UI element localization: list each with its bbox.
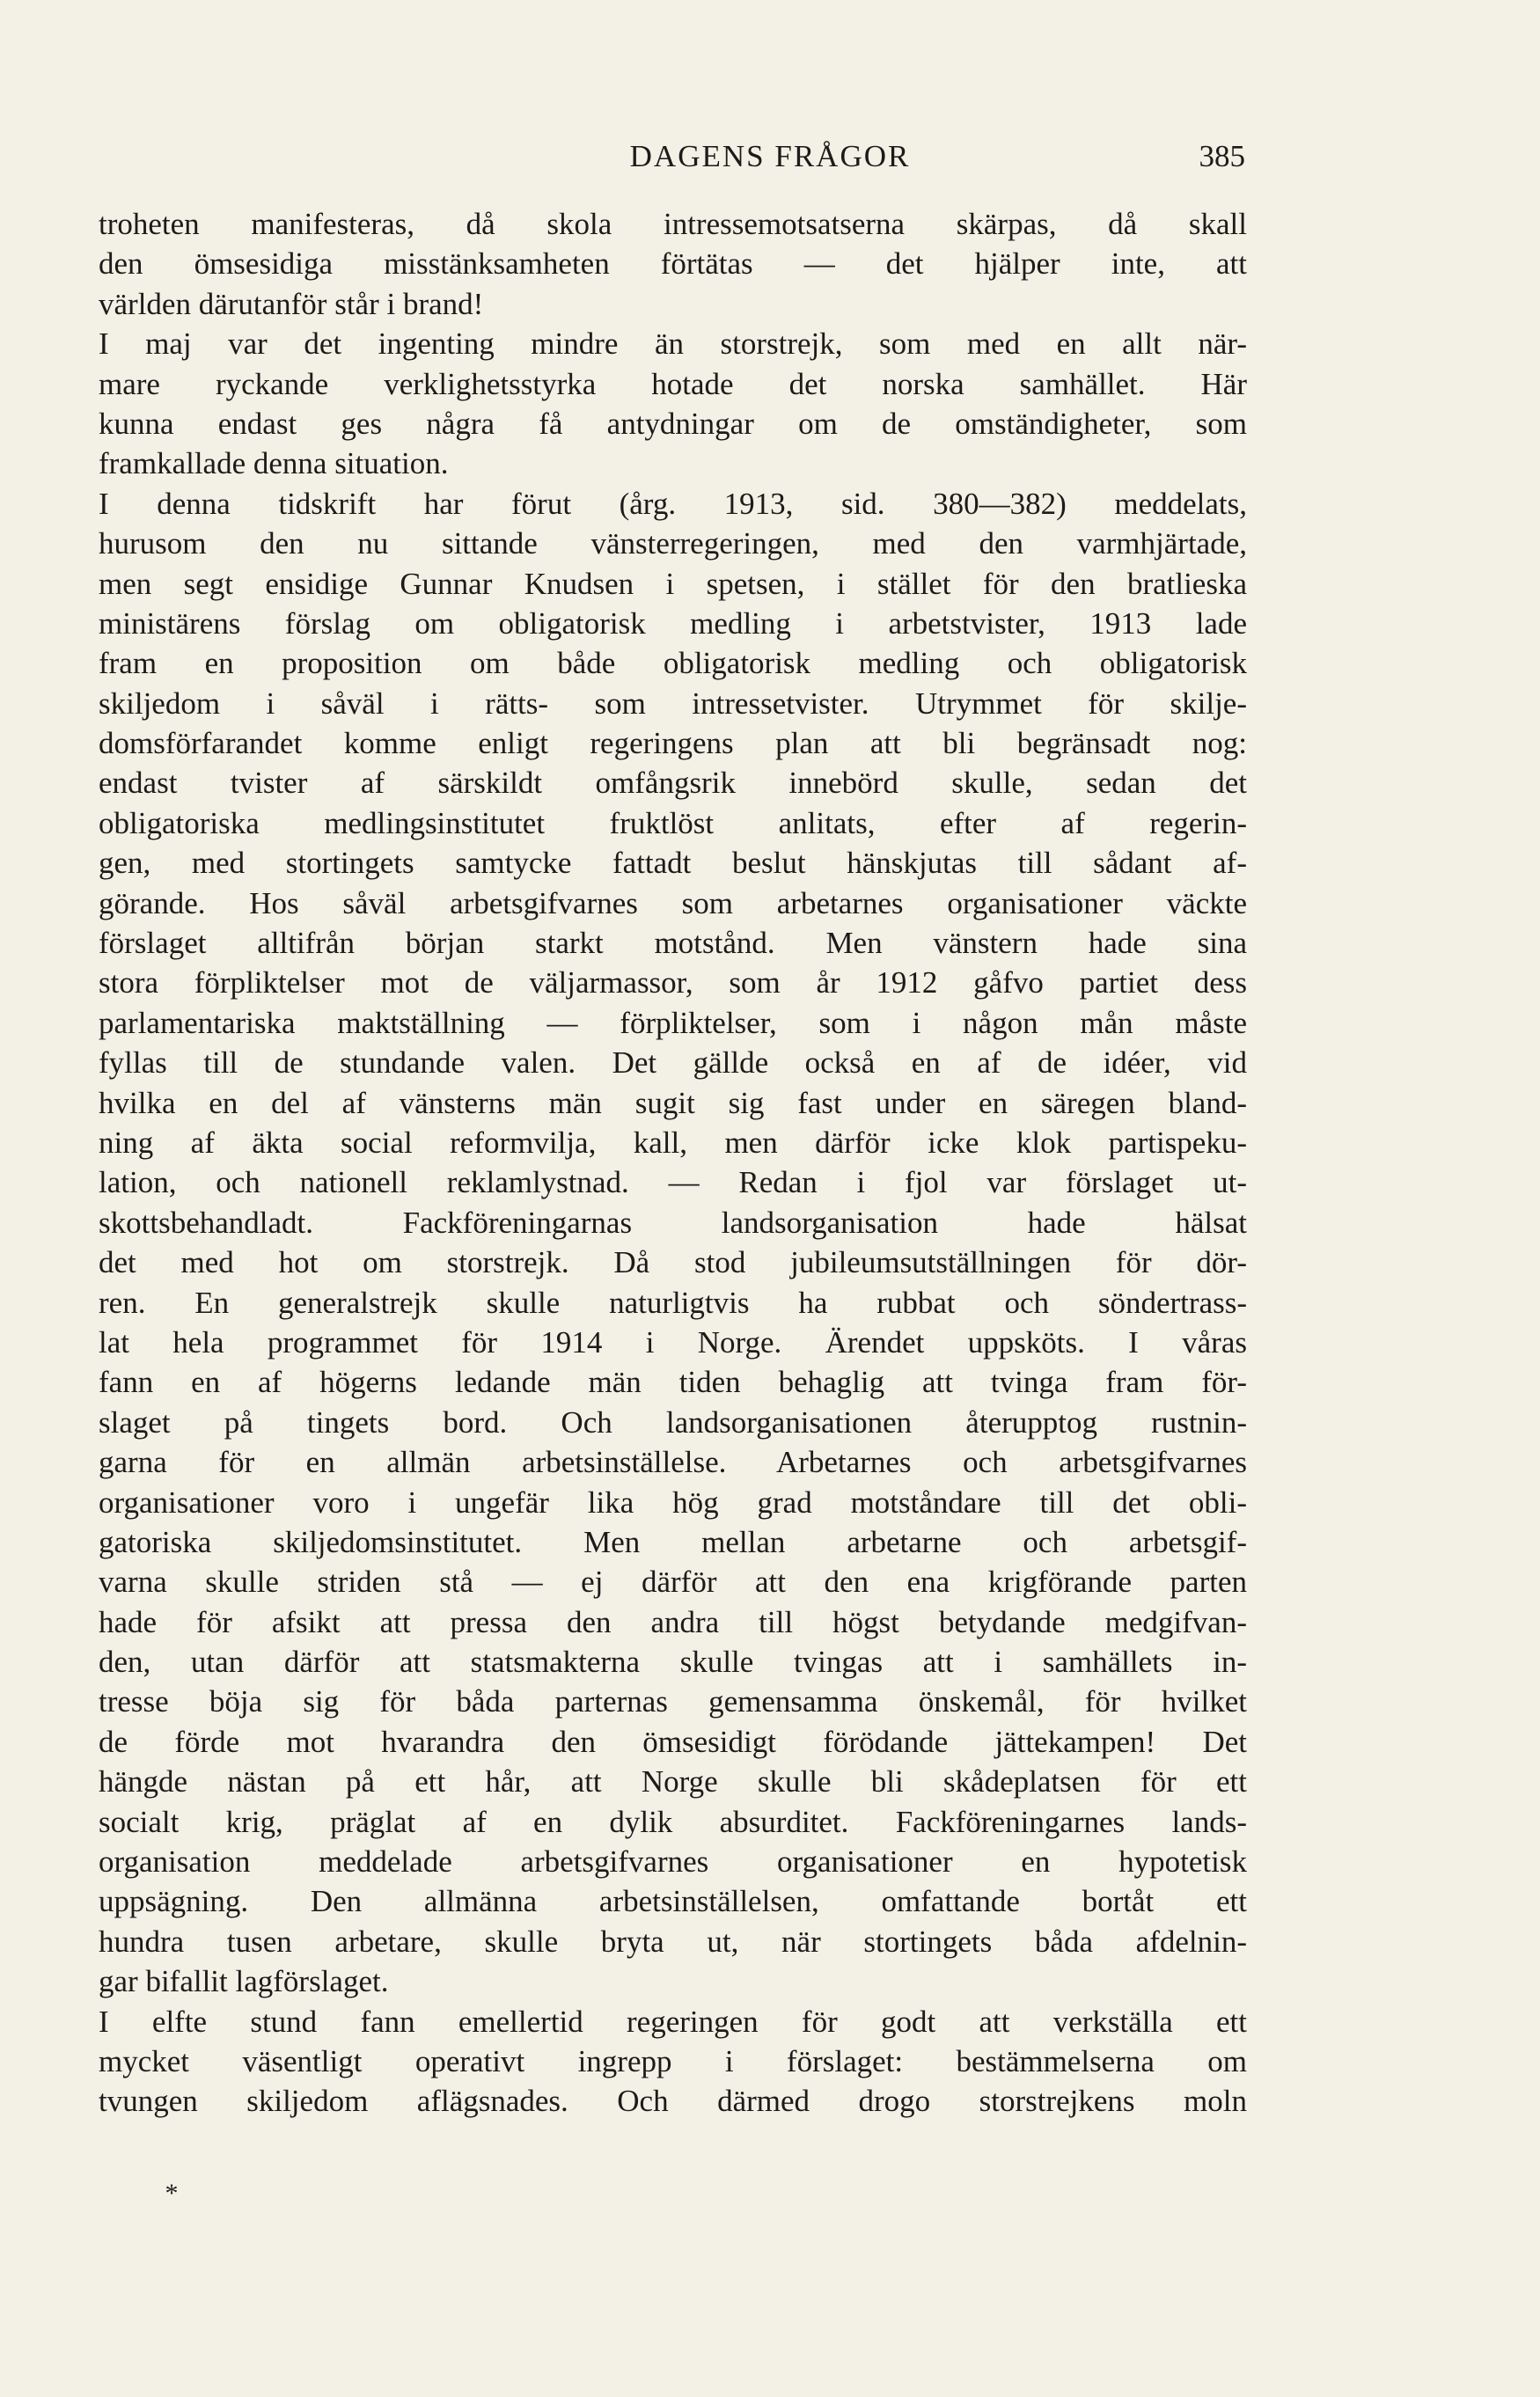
text-line: lat hela programmet för 1914 i Norge. Ärendet uppsköts. I våras xyxy=(99,1324,1247,1360)
text-line: ren. En generalstrejk skulle naturligtvis ha rubbat och söndertrass- xyxy=(99,1285,1247,1320)
text-line: världen därutanför står i brand! xyxy=(99,286,484,321)
text-line: organisationer voro i ungefär lika hög grad motståndare till det obli- xyxy=(99,1484,1247,1520)
text-line: förslaget alltifrån början starkt motstånd. Men vänstern hade sina xyxy=(99,926,1247,961)
text-line: skiljedom i såväl i rätts- som intressetvister. Utrymmet för skilje- xyxy=(99,685,1247,721)
body-text xyxy=(99,204,1247,2122)
text-line: mycket väsentligt operativt ingrepp i förslaget: bestämmelserna om xyxy=(99,2043,1247,2078)
text-line: görande. Hos såväl arbetsgifvarnes som arbetarnes organisationer väckte xyxy=(99,885,1247,920)
text-line: hurusom den nu sittande vänsterregeringen, med den varmhjärtade, xyxy=(99,526,1247,561)
running-title: DAGENS FRÅGOR xyxy=(629,139,911,173)
text-line: fyllas till de stundande valen. Det gällde också en af de idéer, vid xyxy=(99,1045,1247,1081)
text-line: gar bifallit lagförslaget. xyxy=(99,1964,389,1999)
text-line: fram en proposition om både obligatorisk medling och obligatorisk xyxy=(99,646,1247,681)
text-line: framkallade denna situation. xyxy=(99,446,449,481)
text-line: garna för en allmän arbetsinställelse. Arbetarnes och arbetsgifvarnes xyxy=(99,1445,1247,1480)
text-line: I elfte stund fann emellertid regeringen för godt att verkställa ett xyxy=(99,2004,1247,2039)
text-line: hade för afsikt att pressa den andra till högst betydande medgifvan- xyxy=(99,1604,1247,1639)
text-line: hvilka en del af vänsterns män sugit sig fast under en säregen bland- xyxy=(99,1085,1247,1120)
text-line: parlamentariska maktställning — förpliktelser, som i någon mån måste xyxy=(99,1005,1247,1040)
text-line: fann en af högerns ledande män tiden behaglig att tvinga fram för- xyxy=(99,1365,1247,1400)
text-line: uppsägning. Den allmänna arbetsinställelsen, omfattande bortåt ett xyxy=(99,1884,1247,1919)
text-line: den ömsesidiga misstänksamheten förtätas — det hjälper inte, att xyxy=(99,246,1247,282)
text-line: lation, och nationell reklamlystnad. — Redan i fjol var förslaget ut- xyxy=(99,1165,1247,1200)
text-line: socialt krig, präglat af en dylik absurditet. Fackföreningarnes lands- xyxy=(99,1804,1247,1839)
text-line: ning af äkta social reformvilja, kall, men därför icke klok partispeku- xyxy=(99,1125,1247,1160)
text-line: mare ryckande verklighetsstyrka hotade det norska samhället. Här xyxy=(99,366,1247,401)
text-line: domsförfarandet komme enligt regeringens plan att bli begränsadt nog: xyxy=(99,726,1247,761)
text-line: de förde mot hvarandra den ömsesidigt förödande jättekampen! Det xyxy=(99,1724,1247,1759)
text-line: troheten manifesteras, då skola intressemotsatserna skärpas, då skall xyxy=(99,207,1247,241)
text-line: I denna tidskrift har förut (årg. 1913, sid. 380—382) meddelats, xyxy=(99,486,1247,521)
text-line: tvungen skiljedom aflägsnades. Och därmed drogo storstrejkens moln xyxy=(99,2084,1247,2119)
text-line: kunna endast ges några få antydningar om de omständigheter, som xyxy=(99,406,1247,441)
text-line: stora förpliktelser mot de väljarmassor, som år 1912 gåfvo partiet dess xyxy=(99,965,1247,1001)
page-number: 385 xyxy=(1199,139,1245,173)
text-line: varna skulle striden stå — ej därför att den ena krigförande parten xyxy=(99,1565,1247,1600)
text-line: skottsbehandladt. Fackföreningarnas landsorganisation hade hälsat xyxy=(99,1205,1247,1240)
text-line: hundra tusen arbetare, skulle bryta ut, när stortingets båda afdelnin- xyxy=(99,1924,1247,1959)
text-line: obligatoriska medlingsinstitutet fruktlöst anlitats, efter af regerin- xyxy=(99,805,1247,840)
text-line: den, utan därför att statsmakterna skulle tvingas att i samhällets in- xyxy=(99,1645,1247,1680)
running-head xyxy=(0,139,1540,192)
text-line: tresse böja sig för båda parternas gemensamma önskemål, för hvilket xyxy=(99,1684,1247,1719)
text-line: endast tvister af särskildt omfångsrik innebörd skulle, sedan det xyxy=(99,766,1247,801)
text-line: gen, med stortingets samtycke fattadt beslut hänskjutas till sådant af- xyxy=(99,846,1247,881)
signature-mark: * xyxy=(165,2179,179,2208)
text-line: I maj var det ingenting mindre än storstrejk, som med en allt när- xyxy=(99,326,1247,362)
text-line: slaget på tingets bord. Och landsorganisationen återupptog rustnin- xyxy=(99,1404,1247,1440)
text-line: organisation meddelade arbetsgifvarnes organisationer en hypotetisk xyxy=(99,1844,1247,1880)
text-line: gatoriska skiljedomsinstitutet. Men mellan arbetarne och arbetsgif- xyxy=(99,1524,1247,1559)
text-line: men segt ensidige Gunnar Knudsen i spetsen, i stället för den bratlieska xyxy=(99,566,1247,601)
text-line: det med hot om storstrejk. Då stod jubileumsutställningen för dör- xyxy=(99,1245,1247,1280)
text-line: hängde nästan på ett hår, att Norge skulle bli skådeplatsen för ett xyxy=(99,1764,1247,1800)
text-line: ministärens förslag om obligatorisk medling i arbetstvister, 1913 lade xyxy=(99,605,1247,641)
